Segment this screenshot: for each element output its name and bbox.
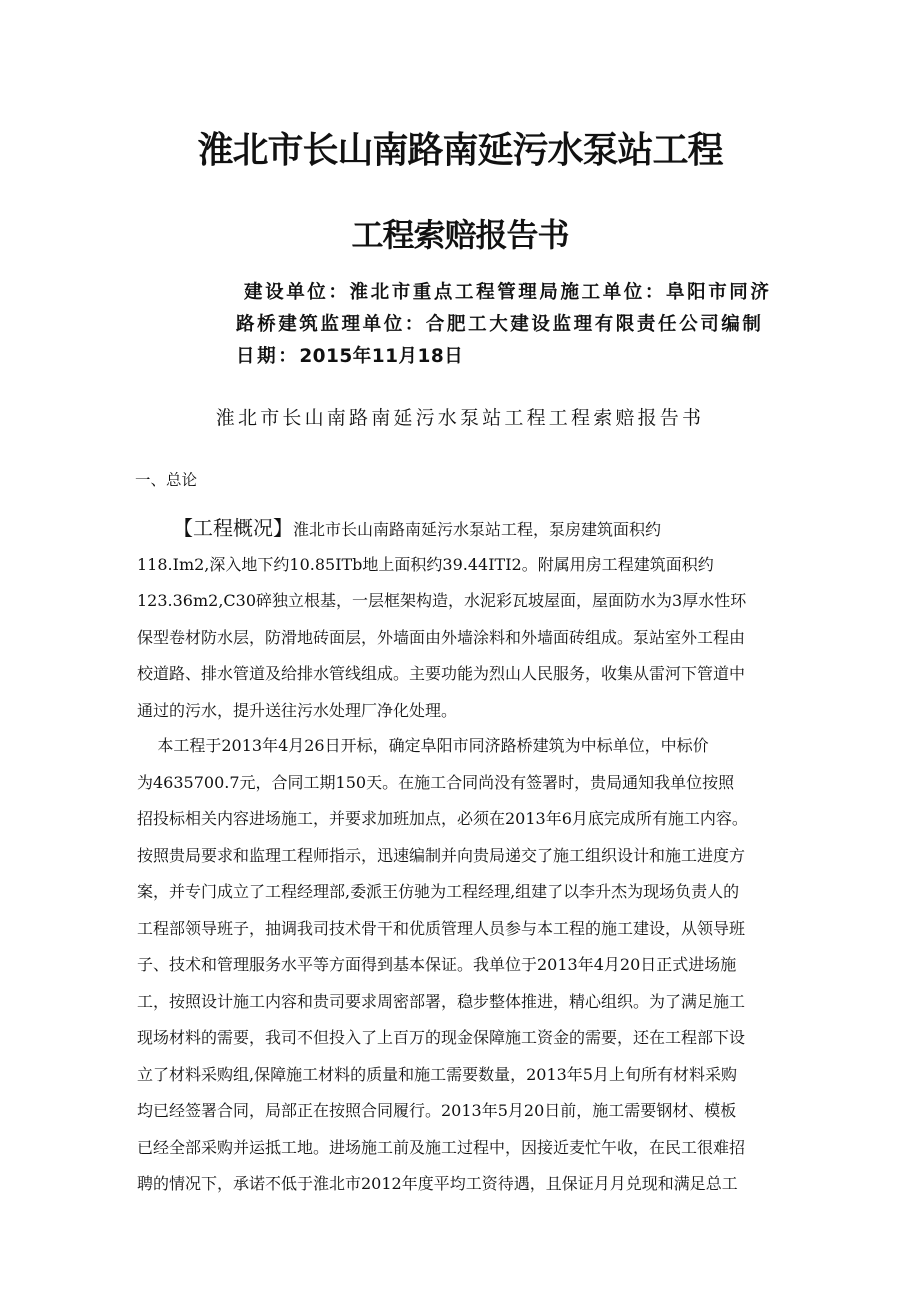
- date-value: 2015年11月18日: [299, 346, 464, 367]
- section-heading: 一、总论: [135, 471, 198, 489]
- paragraph-line: 立了材料采购组,保障施工材料的质量和施工需要数量，2013年5月上旬所有材料采购: [137, 1064, 737, 1084]
- paragraph-line: 保型卷材防水层，防滑地砖面层，外墙面由外墙涂料和外墙面砖组成。泵站室外工程由: [137, 627, 746, 647]
- paragraph-line: 123.36m2,C30碎独立根基，一层框架构造，水泥彩瓦坡屋面，屋面防水为3厚水性环: [137, 591, 747, 610]
- paragraph-line: 子、技术和管理服务水平等方面得到基本保证。我单位于2013年4月20日正式进场施: [137, 955, 737, 974]
- meta-line-1: 建设单位：淮北市重点工程管理局施工单位：阜阳市同济: [244, 282, 772, 303]
- date-label: 日期：: [236, 346, 300, 367]
- meta-line-3: [236, 342, 796, 372]
- paragraph-project-history: [137, 728, 789, 1203]
- paragraph-line: 为4635700.7元，合同工期150天。在施工合同尚没有签署时，贵局通知我单位按照: [137, 772, 735, 792]
- document-heading: 淮北市长山南路南延污水泵站工程工程索赔报告书: [215, 407, 705, 429]
- document-subtitle: 工程索赔报告书: [351, 216, 569, 254]
- paragraph-line: 均已经签署合同，局部正在按照合同履行。2013年5月20日前，施工需要钢材、模板: [137, 1101, 737, 1120]
- paragraph-line: 通过的污水，提升送往污水处理厂净化处理。: [137, 700, 458, 720]
- paragraph-line: 工，按照设计施工内容和贵司要求周密部署，稳步整体推进，精心组织。为了满足施工: [137, 991, 746, 1011]
- paragraph-text: 淮北市长山南路南延污水泵站工程，泵房建筑面积约: [293, 520, 662, 539]
- paragraph-line: 招投标相关内容进场施工，并要求加班加点，必须在2013年6月底完成所有施工内容。: [137, 809, 748, 828]
- paragraph-line: 聘的情况下，承诺不低于淮北市2012年度平均工资待遇，且保证月月兑现和满足总工: [137, 1174, 738, 1193]
- paragraph-line: 案，并专门成立了工程经理部,委派王仿驰为工程经理,组建了以李升杰为现场负责人的: [137, 882, 740, 901]
- paragraph-line: 工程部领导班子，抽调我司技术骨干和优质管理人员参与本工程的施工建设，从领导班: [137, 918, 746, 938]
- overview-tag: 【工程概况】: [173, 516, 293, 540]
- paragraph-line: 按照贵局要求和监理工程师指示，迅速编制并向贵局递交了施工组织设计和施工进度方: [137, 845, 746, 865]
- document-title: 淮北市长山南路南延污水泵站工程: [197, 130, 723, 171]
- paragraph-line: 校道路、排水管道及给排水管线组成。主要功能为烈山人民服务，收集从雷河下管道中: [137, 664, 746, 683]
- paragraph-line: 118.Im2,深入地下约10.85ITb地上面积约39.44ITI2。附属用房工程建筑面积约: [137, 554, 714, 574]
- paragraph-line: 已经全部采购并运抵工地。进场施工前及施工过程中，因接近麦忙午收，在民工很难招: [137, 1137, 746, 1157]
- paragraph-overview: [137, 510, 789, 729]
- paragraph-line: 现场材料的需要，我司不但投入了上百万的现金保障施工资金的需要，还在工程部下设: [137, 1028, 746, 1047]
- paragraph-line: [137, 510, 789, 547]
- meta-line-2: 路桥建筑监理单位：合肥工大建设监理有限责任公司编制: [236, 314, 764, 335]
- paragraph-line: 本工程于2013年4月26日开标，确定阜阳市同济路桥建筑为中标单位，中标价: [137, 736, 709, 755]
